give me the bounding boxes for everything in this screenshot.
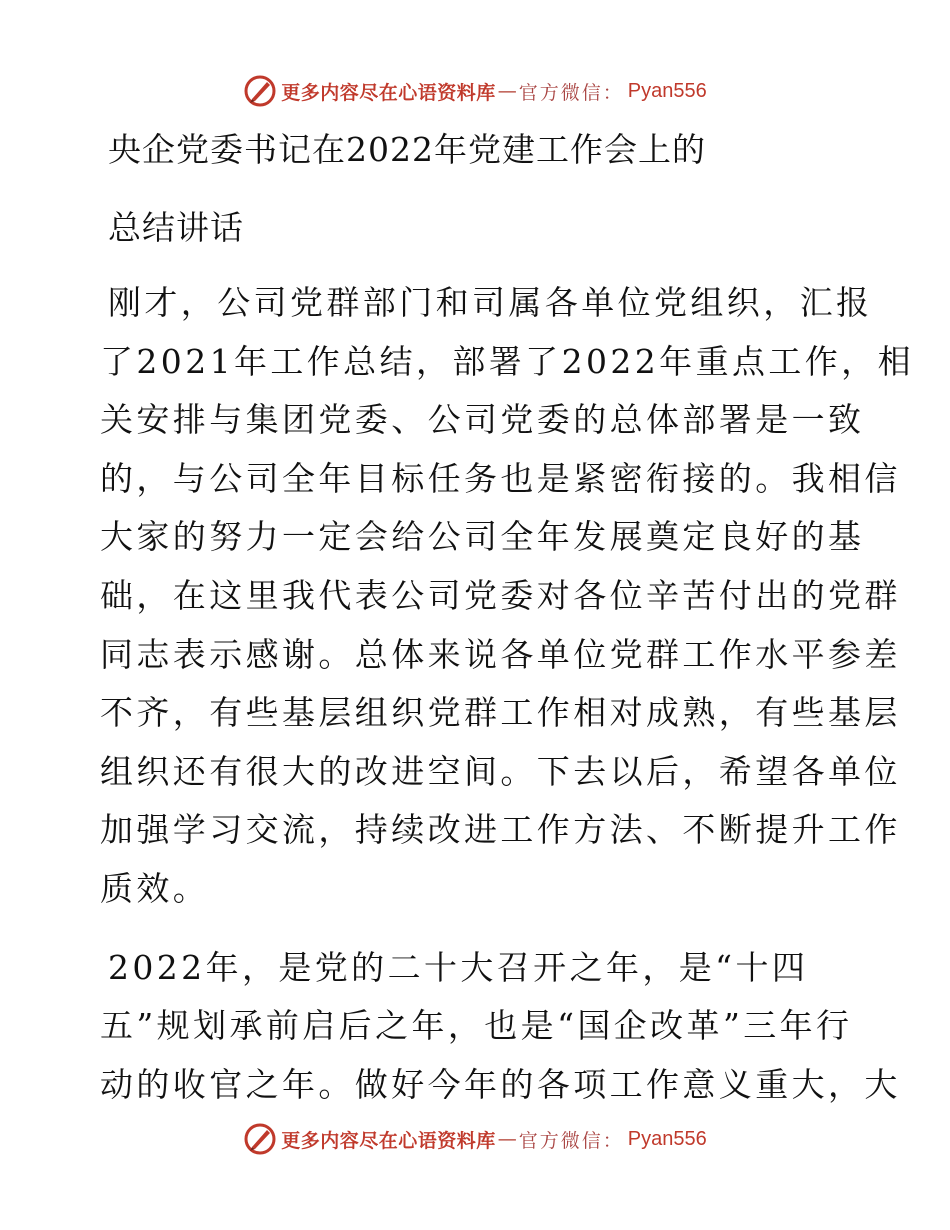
paragraph-line: 五”规划承前启后之年，也是“国企改革”三年行 [100, 1006, 853, 1046]
watermark-separator: — [497, 1128, 517, 1150]
paragraph-line: 础，在这里我代表公司党委对各位辛苦付出的党群 [100, 575, 901, 615]
footer-watermark [0, 1114, 950, 1164]
paragraph-line: 不齐，有些基层组织党群工作相对成熟，有些基层 [100, 693, 901, 733]
paragraph-line: 质效。 [100, 868, 210, 908]
watermark-brand-text: 更多内容尽在心语资料库 [281, 81, 496, 104]
watermark-wechat-label: 官方微信： [518, 81, 624, 104]
paragraph-line: 了2021年工作总结，部署了2022年重点工作，相 [100, 341, 914, 381]
watermark-wechat-label: 官方微信： [518, 1129, 624, 1152]
paragraph-line: 加强学习交流，持续改进工作方法、不断提升工作 [100, 810, 901, 850]
quill-pen-seal-icon [243, 1122, 277, 1156]
watermark-brand-text: 更多内容尽在心语资料库 [281, 1129, 496, 1152]
paragraph-line: 关安排与集团党委、公司党委的总体部署是一致 [100, 400, 865, 440]
header-watermark [0, 66, 950, 116]
document-body [100, 118, 914, 1114]
paragraph-line: 动的收官之年。做好今年的各项工作意义重大，大 [100, 1064, 901, 1104]
paragraph-line: 组织还有很大的改进空间。下去以后，希望各单位 [100, 751, 901, 791]
paragraph-line: 同志表示感谢。总体来说各单位党群工作水平参差 [100, 634, 901, 674]
document-title-line-1: 央企党委书记在2022年党建工作会上的 [108, 130, 706, 169]
paragraph-line: 2022年，是党的二十大召开之年，是“十四 [108, 947, 809, 987]
paragraph-line: 的，与公司全年目标任务也是紧密衔接的。我相信 [100, 458, 901, 498]
quill-pen-seal-icon [243, 74, 277, 108]
paragraph-line: 刚才，公司党群部门和司属各单位党组织，汇报 [108, 283, 873, 322]
document-title-line-2: 总结讲话 [108, 208, 244, 247]
watermark-wechat-id: Pyan556 [627, 79, 707, 102]
paragraph-line: 大家的努力一定会给公司全年发展奠定良好的基 [100, 517, 865, 557]
watermark-wechat-id: Pyan556 [627, 1127, 707, 1150]
paragraph-2 [100, 939, 901, 1115]
watermark-separator: — [497, 80, 517, 102]
paragraph-1 [100, 274, 914, 919]
